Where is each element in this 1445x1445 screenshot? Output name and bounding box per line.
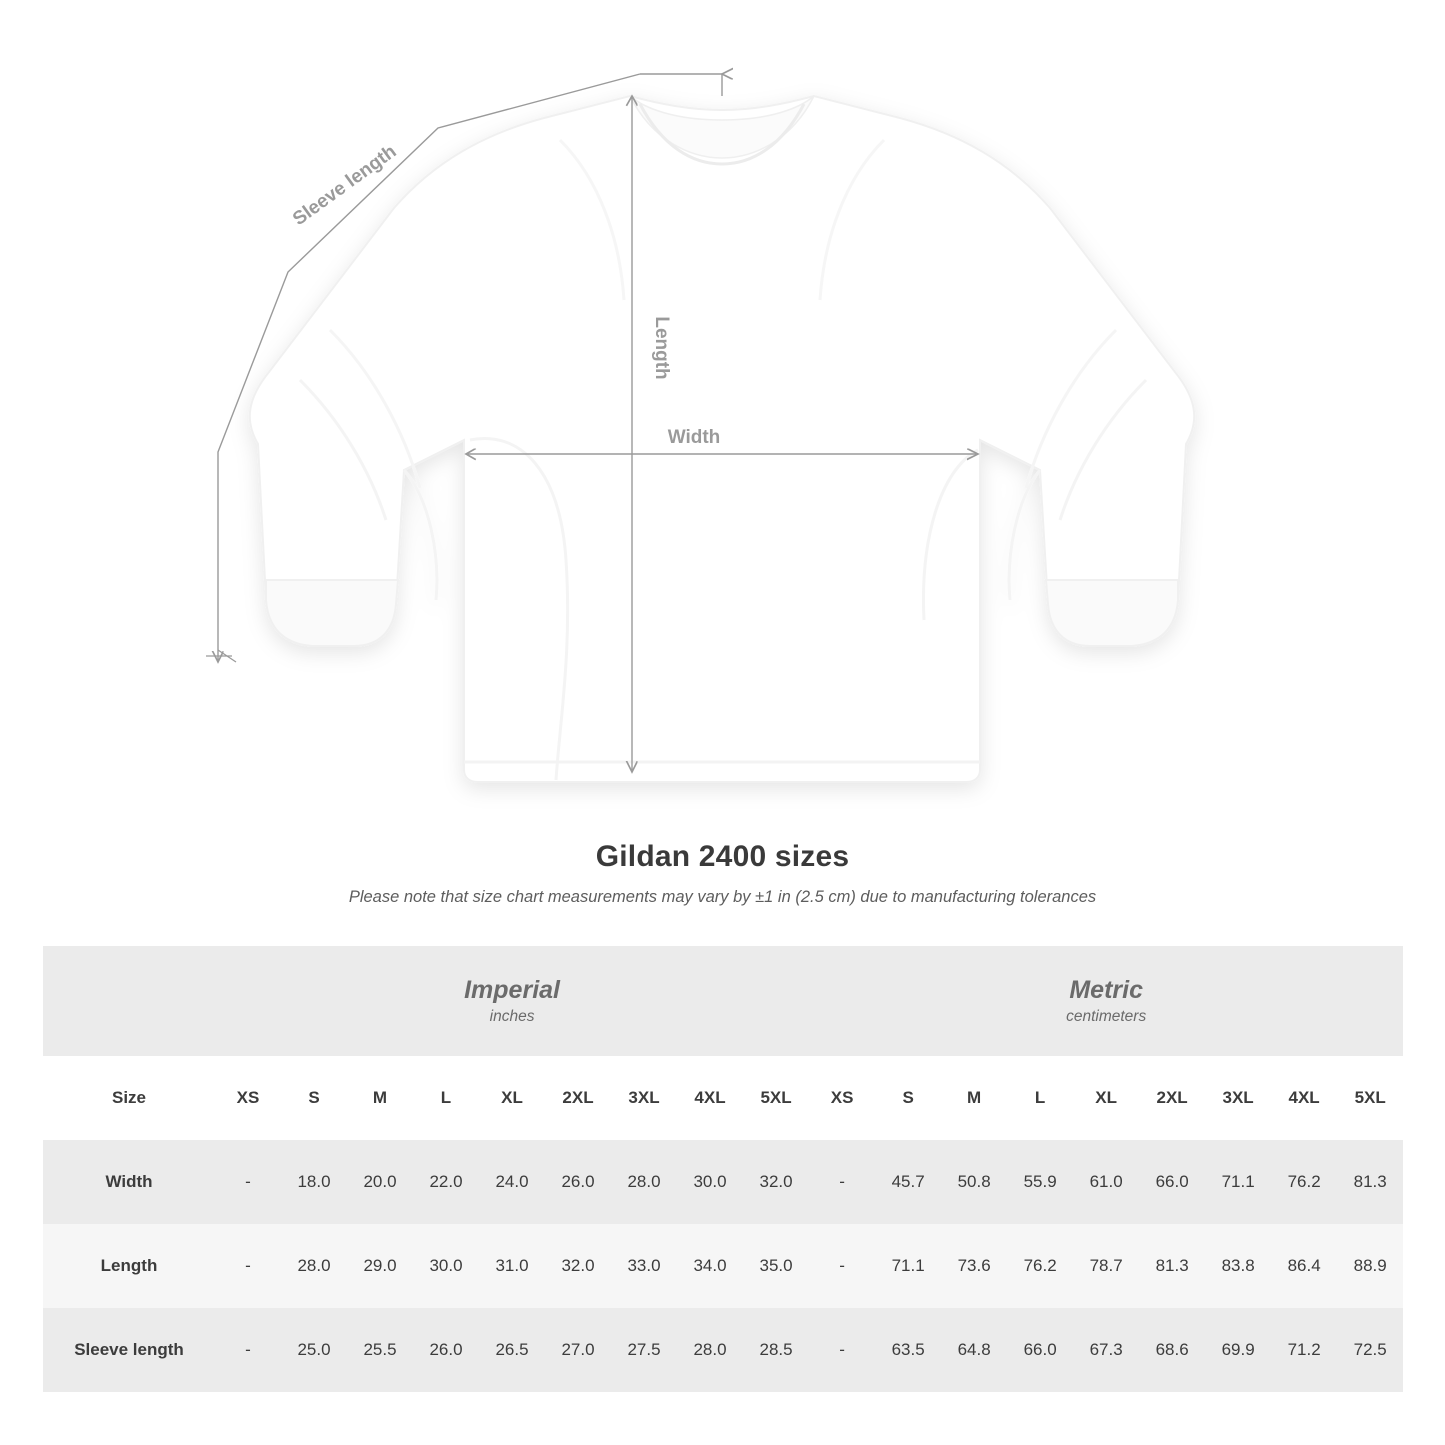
title-block	[0, 840, 1445, 907]
table-row	[43, 1308, 1403, 1392]
page-title: Gildan 2400 sizes	[595, 840, 850, 873]
sleeve-length-label: Sleeve length	[289, 141, 401, 231]
size-chart-table	[43, 946, 1403, 1392]
column-header-m-imperial: M	[347, 1056, 413, 1140]
column-header-xl-metric: XL	[1073, 1056, 1139, 1140]
cell-imperial: 22.0	[413, 1140, 479, 1224]
cell-imperial: 27.5	[611, 1308, 677, 1392]
cell-metric: 83.8	[1205, 1224, 1271, 1308]
column-header-m-metric: M	[941, 1056, 1007, 1140]
cell-metric: 71.1	[875, 1224, 941, 1308]
cell-imperial: -	[215, 1224, 281, 1308]
cell-metric: 66.0	[1139, 1140, 1205, 1224]
column-header-3xl-imperial: 3XL	[611, 1056, 677, 1140]
column-header-4xl-metric: 4XL	[1271, 1056, 1337, 1140]
length-label: Length	[651, 316, 672, 380]
cell-imperial: -	[215, 1140, 281, 1224]
column-header-2xl-metric: 2XL	[1139, 1056, 1205, 1140]
column-header-xs-imperial: XS	[215, 1056, 281, 1140]
cell-metric: 76.2	[1271, 1140, 1337, 1224]
unit-group-imperial	[215, 946, 809, 1056]
unit-group-sub: inches	[489, 1007, 535, 1025]
cell-metric: -	[809, 1140, 875, 1224]
cell-imperial: 35.0	[743, 1224, 809, 1308]
unit-group-name: Imperial	[464, 976, 560, 1005]
row-label-length: Length	[43, 1224, 215, 1308]
shirt-graphic	[250, 96, 1194, 782]
cell-imperial: 28.5	[743, 1308, 809, 1392]
cell-metric: 64.8	[941, 1308, 1007, 1392]
cell-imperial: 33.0	[611, 1224, 677, 1308]
cell-metric: 72.5	[1337, 1308, 1403, 1392]
unit-group-metric	[809, 946, 1403, 1056]
cell-metric: 68.6	[1139, 1308, 1205, 1392]
table-row	[43, 1224, 1403, 1308]
cell-imperial: -	[215, 1308, 281, 1392]
cell-metric: 66.0	[1007, 1308, 1073, 1392]
cell-metric: 55.9	[1007, 1140, 1073, 1224]
cell-imperial: 24.0	[479, 1140, 545, 1224]
cell-metric: 63.5	[875, 1308, 941, 1392]
cell-imperial: 25.5	[347, 1308, 413, 1392]
cell-imperial: 26.0	[413, 1308, 479, 1392]
cell-metric: 71.2	[1271, 1308, 1337, 1392]
cell-metric: 88.9	[1337, 1224, 1403, 1308]
cell-metric: 81.3	[1139, 1224, 1205, 1308]
cell-metric: 73.6	[941, 1224, 1007, 1308]
column-header-l-imperial: L	[413, 1056, 479, 1140]
cell-imperial: 28.0	[611, 1140, 677, 1224]
cell-imperial: 32.0	[743, 1140, 809, 1224]
table-header-row	[43, 1056, 1403, 1140]
cell-imperial: 20.0	[347, 1140, 413, 1224]
column-header-3xl-metric: 3XL	[1205, 1056, 1271, 1140]
table-row	[43, 1140, 1403, 1224]
cell-imperial: 32.0	[545, 1224, 611, 1308]
width-label: Width	[667, 427, 721, 448]
column-header-5xl-metric: 5XL	[1337, 1056, 1403, 1140]
column-header-2xl-imperial: 2XL	[545, 1056, 611, 1140]
cell-imperial: 27.0	[545, 1308, 611, 1392]
cell-metric: 67.3	[1073, 1308, 1139, 1392]
cell-imperial: 34.0	[677, 1224, 743, 1308]
unit-band-row	[43, 946, 1403, 1056]
measurement-note: Please note that size chart measurements may vary by ±1 in (2.5 cm) due to manufacturing tolerances	[348, 888, 1097, 906]
cell-metric: 69.9	[1205, 1308, 1271, 1392]
cell-imperial: 28.0	[677, 1308, 743, 1392]
column-header-4xl-imperial: 4XL	[677, 1056, 743, 1140]
unit-group-name: Metric	[1069, 976, 1143, 1005]
cell-imperial: 30.0	[413, 1224, 479, 1308]
cell-metric: -	[809, 1224, 875, 1308]
cell-imperial: 31.0	[479, 1224, 545, 1308]
cell-imperial: 25.0	[281, 1308, 347, 1392]
row-label-width: Width	[43, 1140, 215, 1224]
cell-metric: 71.1	[1205, 1140, 1271, 1224]
cell-imperial: 30.0	[677, 1140, 743, 1224]
cell-metric: 76.2	[1007, 1224, 1073, 1308]
column-header-size: Size	[43, 1056, 215, 1140]
cell-metric: 86.4	[1271, 1224, 1337, 1308]
cell-metric: 61.0	[1073, 1140, 1139, 1224]
cell-metric: 81.3	[1337, 1140, 1403, 1224]
column-header-5xl-imperial: 5XL	[743, 1056, 809, 1140]
cell-metric: 50.8	[941, 1140, 1007, 1224]
unit-band-spacer	[43, 946, 215, 1056]
column-header-s-imperial: S	[281, 1056, 347, 1140]
column-header-xl-imperial: XL	[479, 1056, 545, 1140]
column-header-s-metric: S	[875, 1056, 941, 1140]
row-label-sleeve-length: Sleeve length	[43, 1308, 215, 1392]
cell-imperial: 26.0	[545, 1140, 611, 1224]
unit-group-sub: centimeters	[1066, 1007, 1147, 1025]
cell-imperial: 18.0	[281, 1140, 347, 1224]
cell-imperial: 28.0	[281, 1224, 347, 1308]
column-header-xs-metric: XS	[809, 1056, 875, 1140]
cell-metric: -	[809, 1308, 875, 1392]
column-header-l-metric: L	[1007, 1056, 1073, 1140]
cell-imperial: 29.0	[347, 1224, 413, 1308]
cell-metric: 78.7	[1073, 1224, 1139, 1308]
cell-metric: 45.7	[875, 1140, 941, 1224]
cell-imperial: 26.5	[479, 1308, 545, 1392]
